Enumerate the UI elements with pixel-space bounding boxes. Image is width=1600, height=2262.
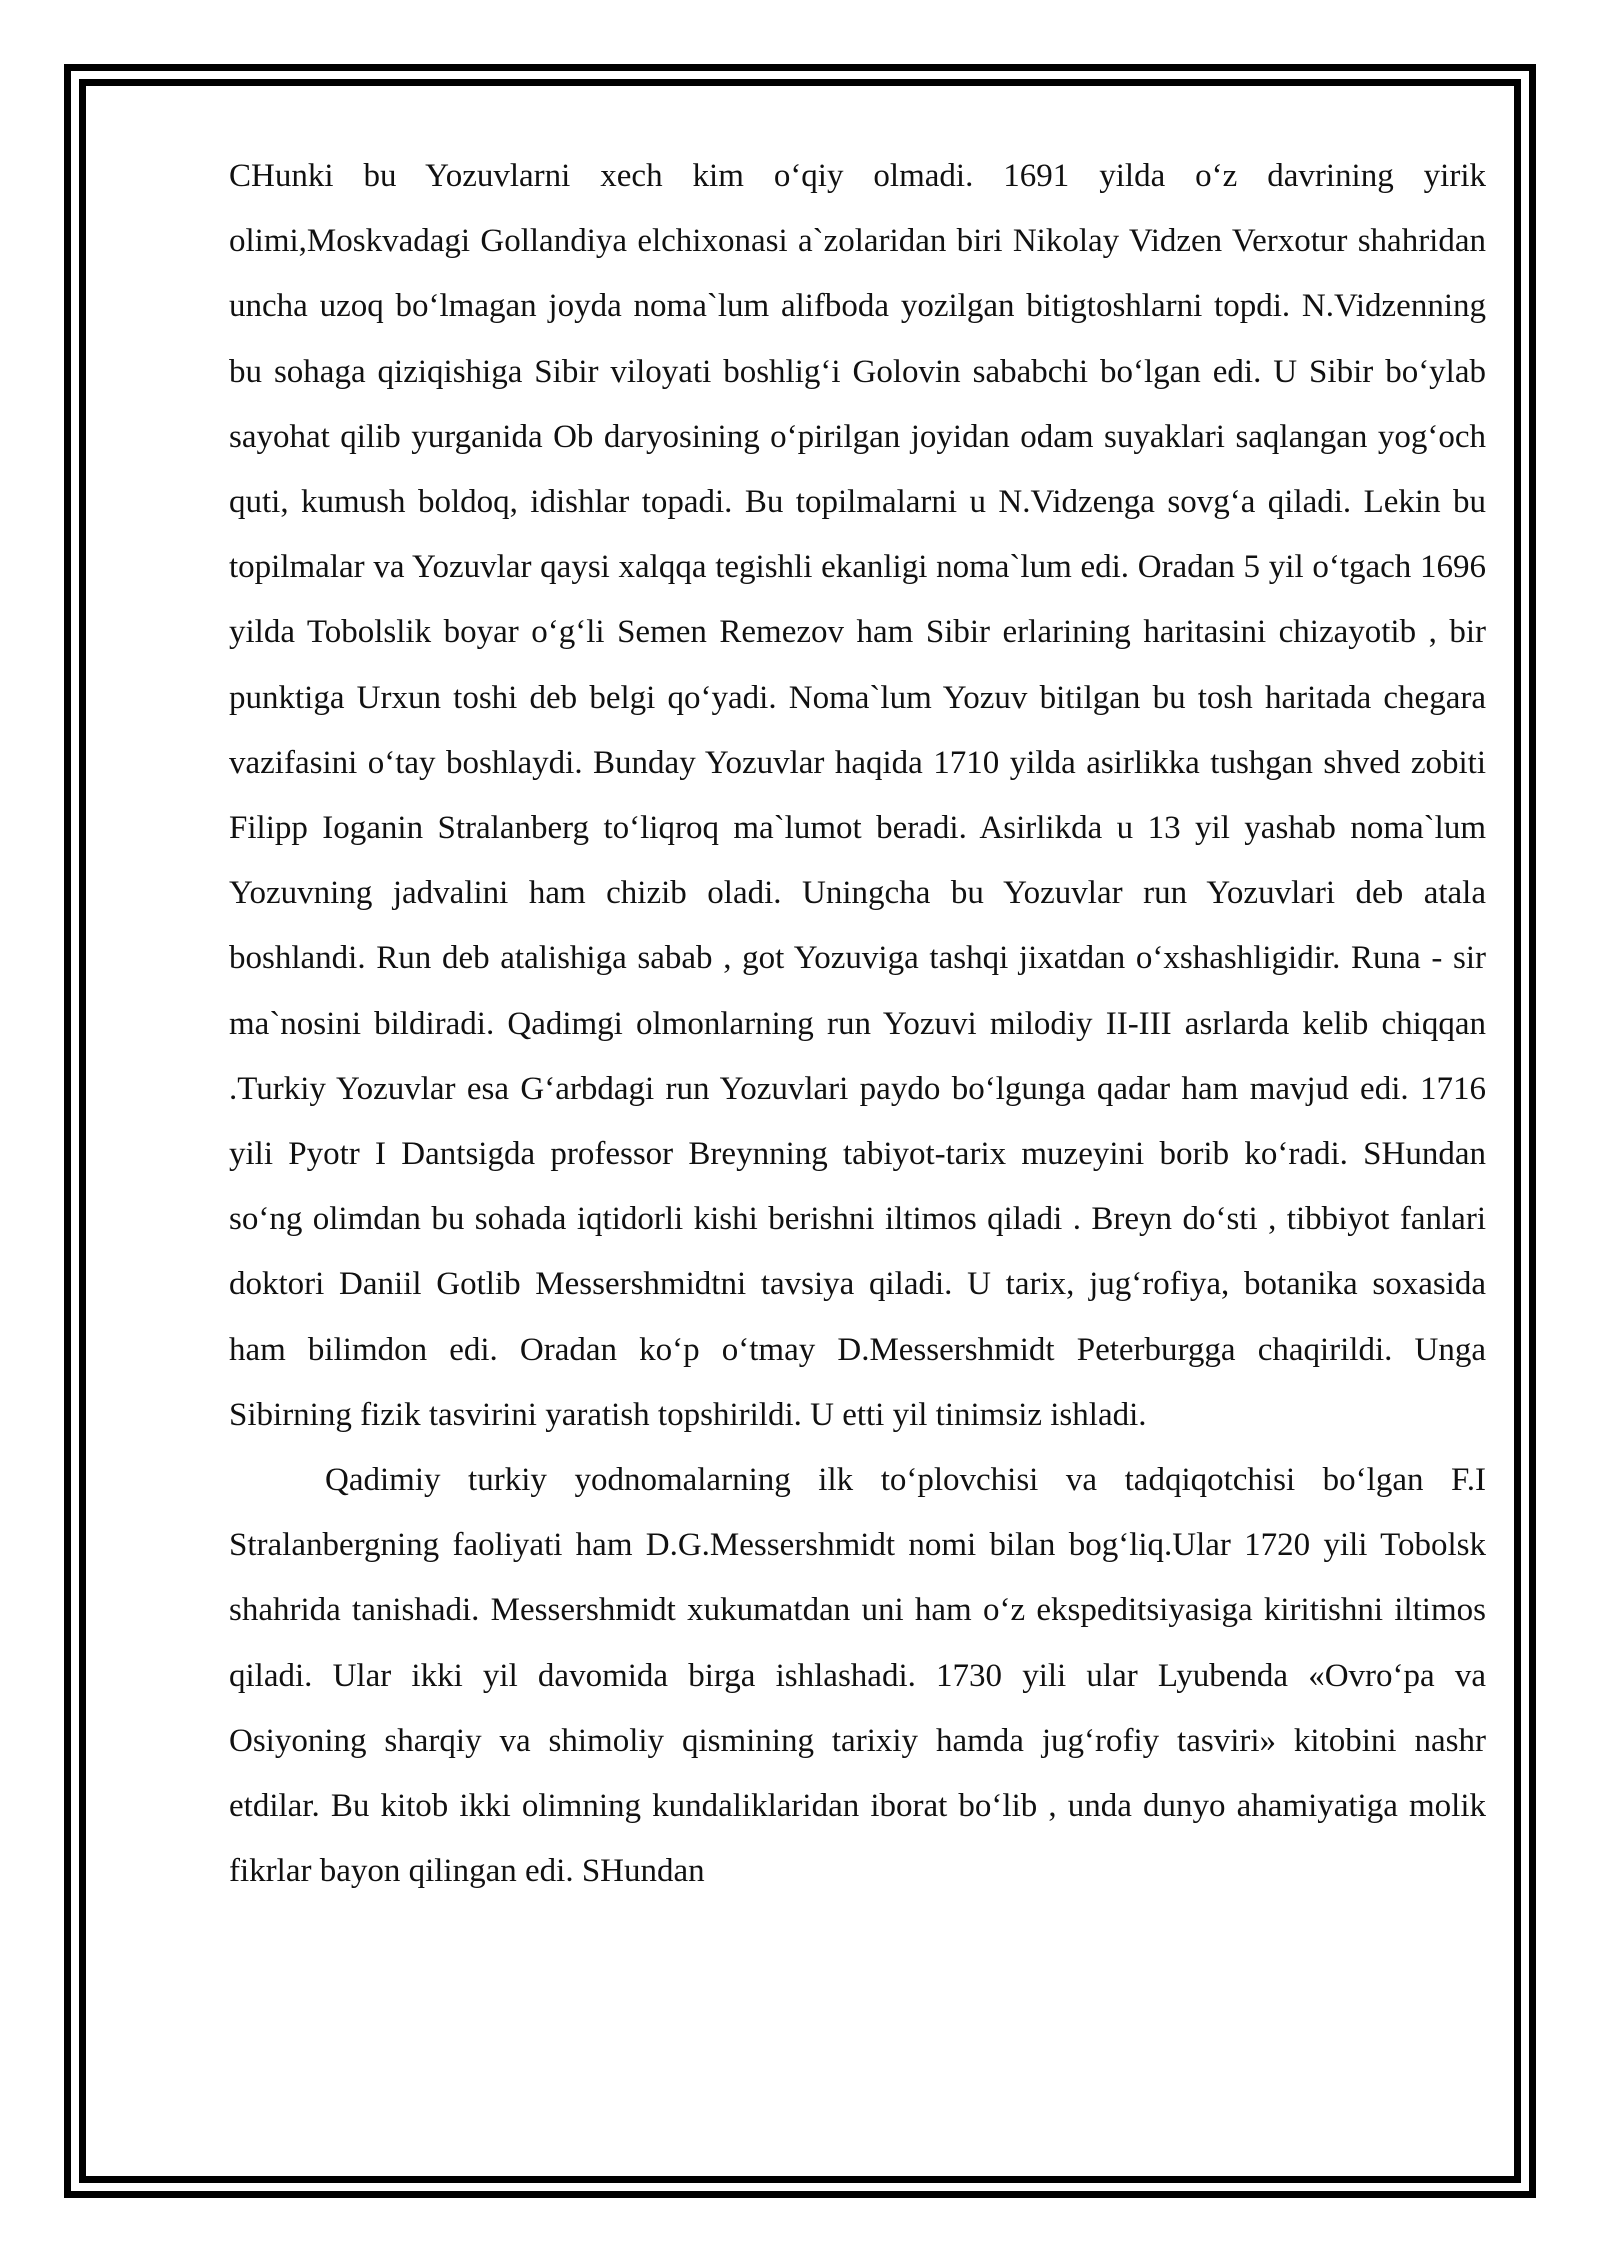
paragraph-2: Qadimiy turkiy yodnomalarning ilk to‘plovchisi va tadqiqotchisi bo‘lgan F.I Stralanbergning faoliyati ham D.G.Messershmidt nomi bilan bog‘liq.Ular 1720 yili Tobolsk shahrida tanishadi. Messershmidt xukumatdan uni ham o‘z ekspeditsiyasiga kiritishni iltimos qiladi. Ular ikki yil davomida birga ishlashadi. 1730 yili ular Lyubenda «Ovro‘pa va Osiyoning sharqiy va shimoliy qismining tarixiy hamda jug‘rofiy tasviri» kitobini nashr etdilar. Bu kitob ikki olimning kundaliklaridan iborat bo‘lib , unda dunyo ahamiyatiga molik fikrlar bayon qilingan edi. SHundan xyxy=(229,1462,1486,1890)
document-body xyxy=(229,144,1486,1904)
paragraph-1: CHunki bu Yozuvlarni xech kim o‘qiy olmadi. 1691 yilda o‘z davrining yirik olimi,Moskvadagi Gollandiya elchixonasi a`zolaridan biri Nikolay Vidzen Verxotur shahridan uncha uzoq bo‘lmagan joyda noma`lum alifboda yozilgan bitigtoshlarni topdi. N.Vidzenning bu sohaga qiziqishiga Sibir viloyati boshlig‘i Golovin sababchi bo‘lgan edi. U Sibir bo‘ylab sayohat qilib yurganida Ob daryosining o‘pirilgan joyidan odam suyaklari saqlangan yog‘och quti, kumush boldoq, idishlar topadi. Bu topilmalarni u N.Vidzenga sovg‘a qiladi. Lekin bu topilmalar va Yozuvlar qaysi xalqqa tegishli ekanligi noma`lum edi. Oradan 5 yil o‘tgach 1696 yilda Tobolslik boyar o‘g‘li Semen Remezov ham Sibir erlarining haritasini chizayotib , bir punktiga Urxun toshi deb belgi qo‘yadi. Noma`lum Yozuv bitilgan bu tosh haritada chegara vazifasini o‘tay boshlaydi. Bunday Yozuvlar haqida 1710 yilda asirlikka tushgan shved zobiti Filipp Ioganin Stralanberg to‘liqroq ma`lumot beradi. Asirlikda u 13 yil yashab noma`lum Yozuvning jadvalini ham chizib oladi. Uningcha bu Yozuvlar run Yozuvlari deb atala boshlandi. Run deb atalishiga sabab , got Yozuviga tashqi jixatdan o‘xshashligidir. Runa - sir ma`nosini bildiradi. Qadimgi olmonlarning run Yozuvi milodiy II-III asrlarda kelib chiqqan .Turkiy Yozuvlar esa G‘arbdagi run Yozuvlari paydo bo‘lgunga qadar ham mavjud edi. 1716 yili Pyotr I Dantsigda professor Breynning tabiyot-tarix muzeyini borib ko‘radi. SHundan so‘ng olimdan bu sohada iqtidorli kishi berishni iltimos qiladi . Breyn do‘sti , tibbiyot fanlari doktori Daniil Gotlib Messershmidtni tavsiya qiladi. U tarix, jug‘rofiya, botanika soxasida ham bilimdon edi. Oradan ko‘p o‘tmay D.Messershmidt Peterburgga chaqirildi. Unga Sibirning fizik tasvirini yaratish topshirildi. U etti yil tinimsiz ishladi. xyxy=(229,158,1486,1433)
